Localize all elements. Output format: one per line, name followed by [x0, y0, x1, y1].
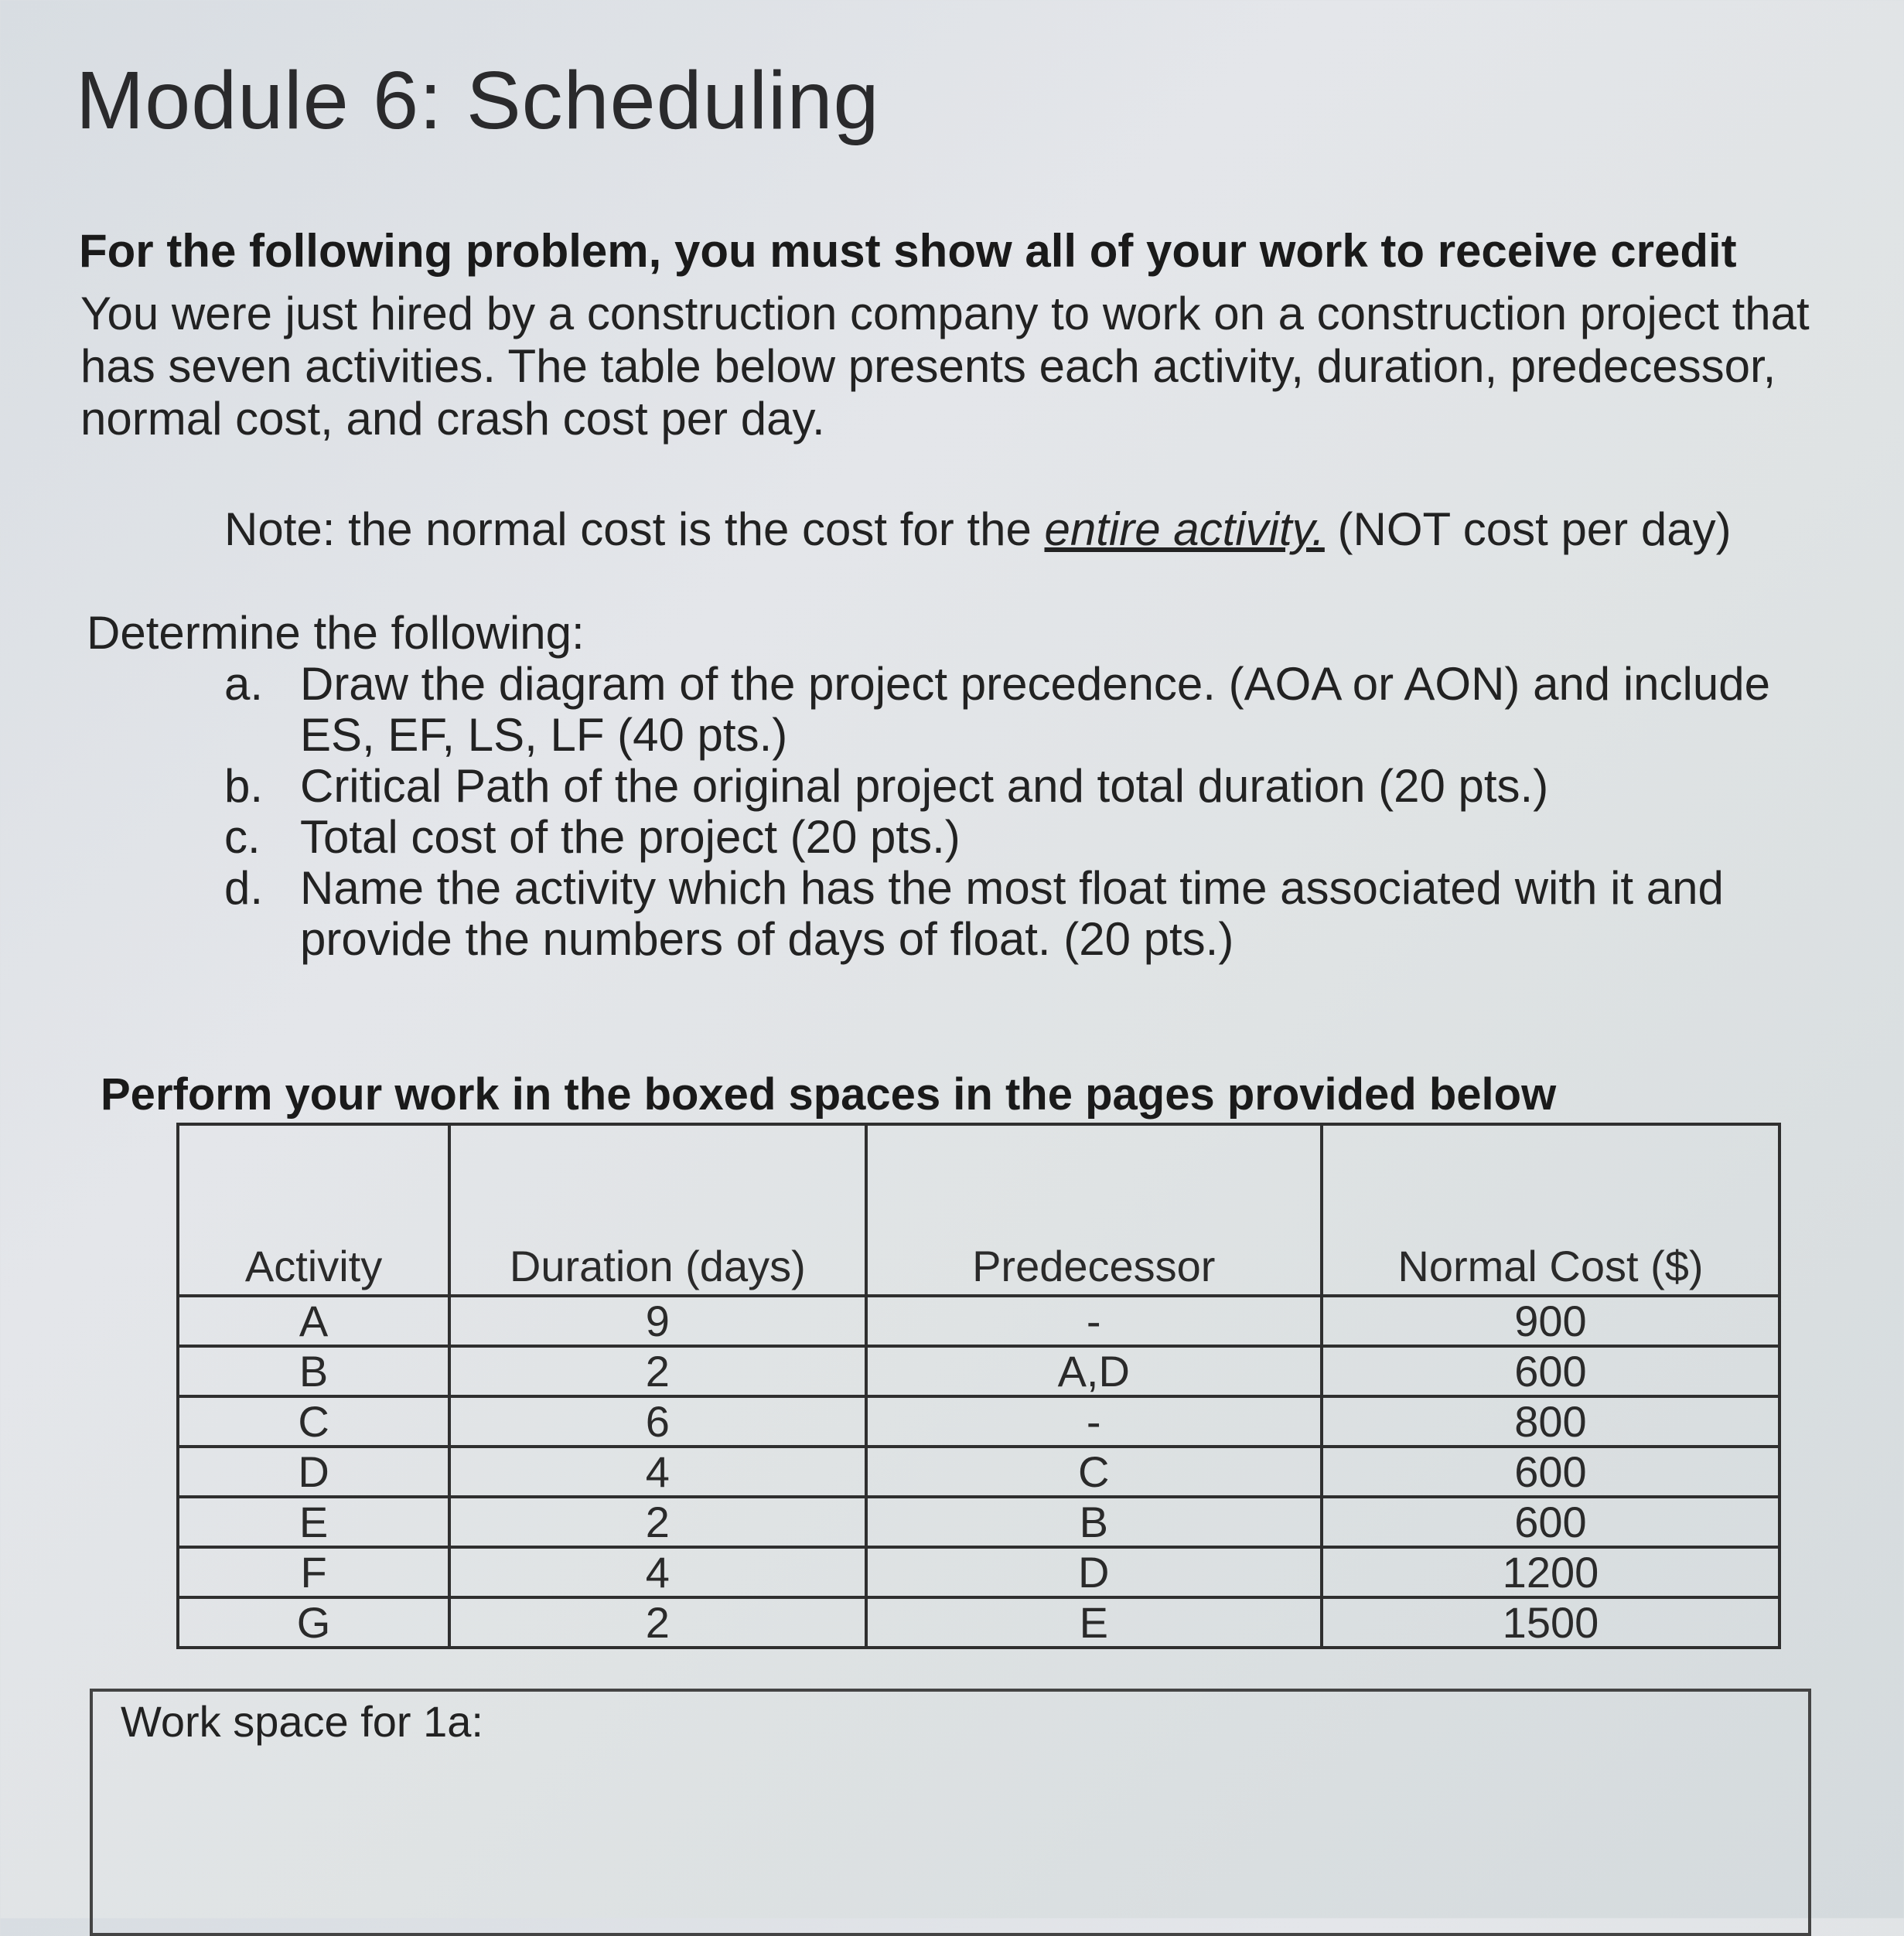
header-activity: Activity [178, 1124, 449, 1296]
cell-activity: G [178, 1597, 449, 1648]
cell-predecessor: A,D [866, 1346, 1322, 1396]
workspace-label: Work space for 1a: [121, 1697, 483, 1746]
cell-duration: 2 [449, 1597, 865, 1648]
header-normal-cost: Normal Cost ($) [1322, 1124, 1779, 1296]
cell-duration: 4 [449, 1447, 865, 1497]
question-item [224, 761, 1856, 812]
question-list [224, 659, 1856, 965]
question-letter: c. [224, 811, 261, 863]
cell-activity: D [178, 1447, 449, 1497]
cell-normal-cost: 900 [1322, 1296, 1779, 1346]
note-suffix: (NOT cost per day) [1324, 503, 1732, 555]
cell-predecessor: C [866, 1447, 1322, 1497]
note-text [224, 503, 1732, 556]
cell-activity: A [178, 1296, 449, 1346]
cell-normal-cost: 1200 [1322, 1547, 1779, 1597]
question-item [224, 659, 1856, 761]
table-row [178, 1547, 1779, 1597]
page-title: Module 6: Scheduling [76, 55, 880, 146]
cell-predecessor: D [866, 1547, 1322, 1597]
table-row [178, 1296, 1779, 1346]
question-item [224, 812, 1856, 863]
workspace-box-1a[interactable] [90, 1689, 1811, 1936]
cell-activity: B [178, 1346, 449, 1396]
question-text: Critical Path of the original project and total duration (20 pts.) [300, 760, 1549, 812]
cell-predecessor: - [866, 1396, 1322, 1447]
cell-duration: 6 [449, 1396, 865, 1447]
table-header-row [178, 1124, 1779, 1296]
cell-activity: E [178, 1497, 449, 1547]
bold-instruction: For the following problem, you must show all of your work to receive credit [79, 225, 1737, 277]
cell-normal-cost: 600 [1322, 1346, 1779, 1396]
table-row [178, 1597, 1779, 1648]
table-row [178, 1346, 1779, 1396]
cell-duration: 2 [449, 1497, 865, 1547]
header-predecessor: Predecessor [866, 1124, 1322, 1296]
cell-predecessor: E [866, 1597, 1322, 1648]
table-row [178, 1447, 1779, 1497]
header-duration: Duration (days) [449, 1124, 865, 1296]
table-row [178, 1396, 1779, 1447]
cell-normal-cost: 600 [1322, 1497, 1779, 1547]
activity-table [176, 1123, 1781, 1649]
cell-predecessor: - [866, 1296, 1322, 1346]
note-prefix: Note: the normal cost is the cost for the [224, 503, 1045, 555]
cell-normal-cost: 600 [1322, 1447, 1779, 1497]
question-letter: a. [224, 658, 264, 710]
note-emphasis: entire activity. [1044, 503, 1325, 555]
perform-instruction: Perform your work in the boxed spaces in the pages provided below [101, 1069, 1557, 1120]
question-letter: d. [224, 862, 264, 914]
activity-table-container [176, 1123, 1781, 1649]
question-text: Name the activity which has the most float time associated with it and provide the numbers of days of float. (20 pts.) [300, 862, 1724, 965]
determine-heading: Determine the following: [87, 607, 585, 659]
cell-duration: 9 [449, 1296, 865, 1346]
intro-paragraph: You were just hired by a construction company to work on a construction project that has seven activities. The table below presents each activity, duration, predecessor, normal cost, and crash cost per day. [80, 288, 1810, 445]
question-text: Draw the diagram of the project precedence. (AOA or AON) and include ES, EF, LS, LF (40 pts.) [300, 658, 1770, 761]
cell-duration: 2 [449, 1346, 865, 1396]
table-row [178, 1497, 1779, 1547]
cell-normal-cost: 800 [1322, 1396, 1779, 1447]
question-letter: b. [224, 760, 264, 812]
cell-predecessor: B [866, 1497, 1322, 1547]
question-text: Total cost of the project (20 pts.) [300, 811, 961, 863]
cell-activity: C [178, 1396, 449, 1447]
cell-activity: F [178, 1547, 449, 1597]
question-item [224, 863, 1856, 965]
cell-normal-cost: 1500 [1322, 1597, 1779, 1648]
cell-duration: 4 [449, 1547, 865, 1597]
